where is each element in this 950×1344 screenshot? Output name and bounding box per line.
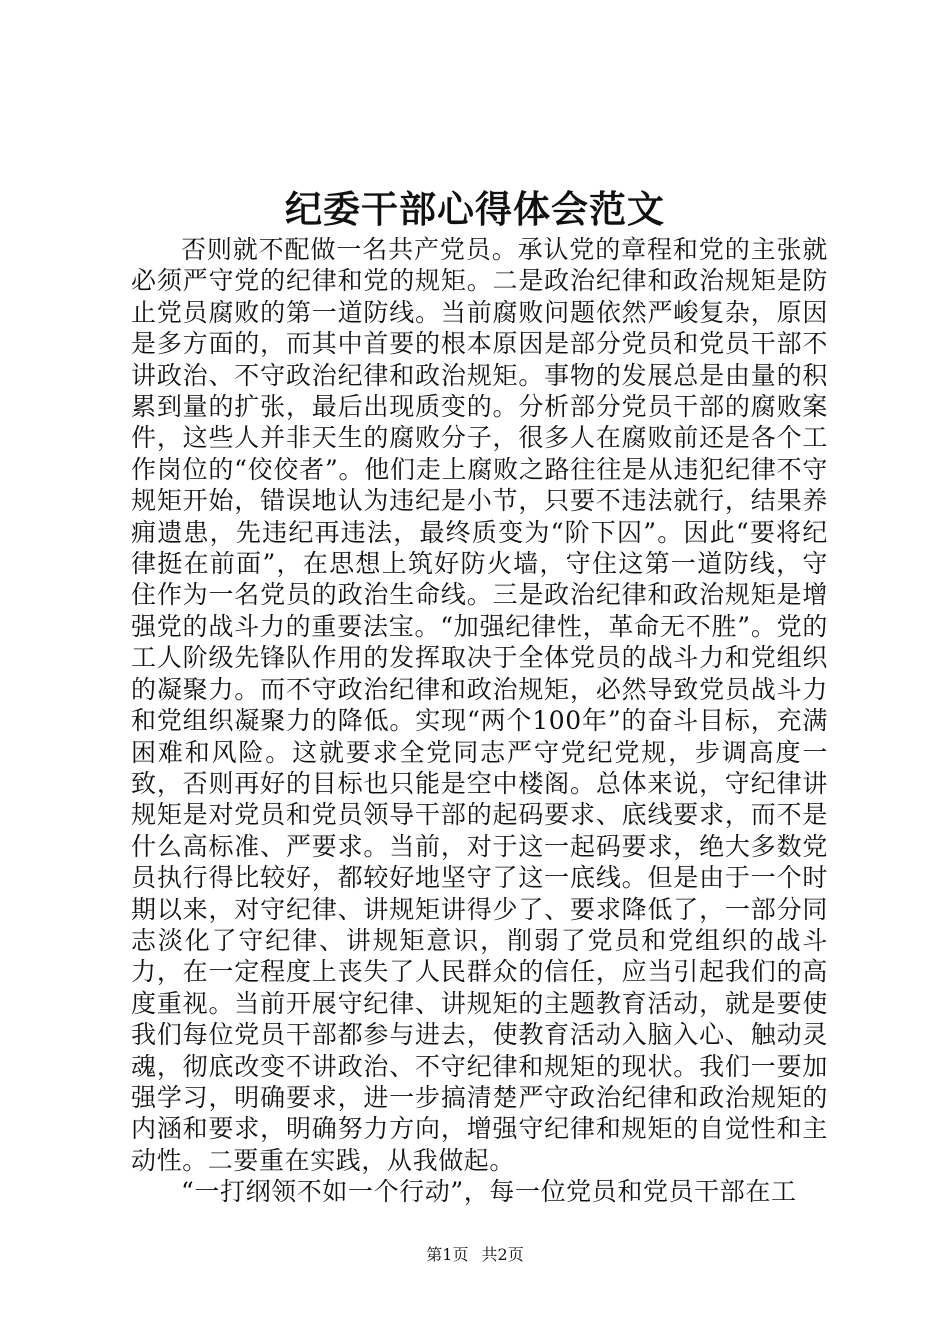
- page-footer: [0, 1244, 950, 1266]
- paragraph-1: 否则就不配做一名共产党员。承认党的章程和党的主张就必须严守党的纪律和党的规矩。二是政治纪律和政治规矩是防止党员腐败的第一道防线。当前腐败问题依然严峻复杂，原因是多方面的，而其中首要的根本原因是部分党员和党员干部不讲政治、不守政治纪律和政治规矩。事物的发展总是由量的积累到量的扩张，最后出现质变的。分析部分党员干部的腐败案件，这些人并非天生的腐败分子，很多人在腐败前还是各个工作岗位的“佼佼者”。他们走上腐败之路往往是从违犯纪律不守规矩开始，错误地认为违纪是小节，只要不违法就行，结果养痈遗患，先违纪再违法，最终质变为“阶下囚”。因此“要将纪律挺在前面”，在思想上筑好防火墙，守住这第一道防线，守住作为一名党员的政治生命线。三是政治纪律和政治规矩是增强党的战斗力的重要法宝。“加强纪律性，革命无不胜”。党的工人阶级先锋队作用的发挥取决于全体党员的战斗力和党组织的凝聚力。而不守政治纪律和政治规矩，必然导致党员战斗力和党组织凝聚力的降低。实现“两个100年”的奋斗目标，充满困难和风险。这就要求全党同志严守党纪党规，步调高度一致，否则再好的目标也只能是空中楼阁。总体来说，守纪律讲规矩是对党员和党员领导干部的起码要求、底线要求，而不是什么高标准、严要求。当前，对于这一起码要求，绝大多数党员执行得比较好，都较好地坚守了这一底线。但是由于一个时期以来，对守纪律、讲规矩讲得少了、要求降低了，一部分同志淡化了守纪律、讲规矩意识，削弱了党员和党组织的战斗力，在一定程度上丧失了人民群众的信任，应当引起我们的高度重视。当前开展守纪律、讲规矩的主题教育活动，就是要使我们每位党员干部都参与进去，使教育活动入脑入心、触动灵魂，彻底改变不讲政治、不守纪律和规矩的现状。我们一要加强学习，明确要求，进一步搞清楚严守政治纪律和政治规矩的内涵和要求，明确努力方向，增强守纪律和规矩的自觉性和主动性。二要重在实践，从我做起。: [131, 235, 828, 1175]
- page-number-current: 第1页: [426, 1245, 469, 1264]
- document-body: [131, 234, 828, 1208]
- page-number-total: 共2页: [481, 1245, 524, 1264]
- paragraph-2: “一打纲领不如一个行动”，每一位党员和党员干部在工: [181, 1177, 797, 1207]
- document-title: 纪委干部心得体会范文: [285, 187, 665, 231]
